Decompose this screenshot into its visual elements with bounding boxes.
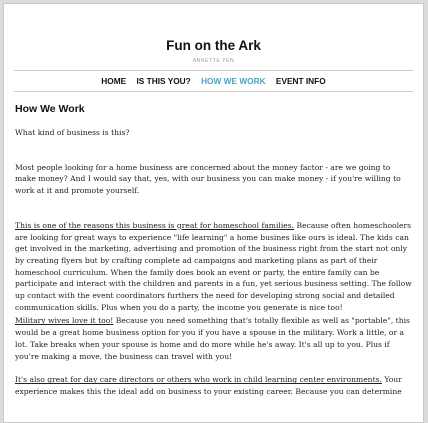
nav-is-this-you[interactable]: IS THIS YOU? <box>136 76 191 86</box>
site-subtitle: ANNETTE YEN <box>192 58 235 64</box>
nav-how-we-work[interactable]: HOW WE WORK <box>201 76 266 86</box>
main-content <box>15 102 413 398</box>
military-link[interactable]: Military wives love it too! <box>15 316 114 326</box>
military-text: Because you need something that's totally flexible as well as "portable", this would be a great home business option for you if you have a spouse in the military. Work a little, or a lot. Take breaks when your spouse is home and do more while he's away. It's all up to you. Plus if you're making a move, the business can travel with you! <box>15 316 410 361</box>
homeschool-link[interactable]: This is one of the reasons this business is great for homeschool families. <box>15 220 295 230</box>
site-title: Fun on the Ark <box>166 38 261 53</box>
main-nav <box>4 76 423 86</box>
paragraph-money: Most people looking for a home business are concerned about the money factor - are we going to make money? And I would say that, yes, with our business you can make money - if you're willing to work at it and promote yourself. <box>15 162 401 196</box>
paragraph-military <box>15 315 413 362</box>
nav-home[interactable]: HOME <box>101 76 127 86</box>
nav-divider <box>14 91 413 92</box>
homeschool-text: Because often homeschoolers are looking for great ways to experience "life learning" a home busines like ours is ideal. The kids can get involved in the marketing, advertising and promotion of the business right from the start not only by creating flyers but by crafting complete ad campaigns and marketing plans as part of their homeschool curriculum. When the family does book an event or party, the entire family can be participate and interact with the children and parents in a fun, yet serious business setting. The follow up contact with the event coordinators furthers the need for developing strong social and detailed communication skills. Plus when you do a party, the income you generate is nice too! <box>15 220 412 312</box>
nav-event-info[interactable]: EVENT INFO <box>275 76 326 86</box>
paragraph-daycare <box>15 374 413 397</box>
paragraph-homeschool <box>15 220 413 314</box>
daycare-text: Your experience makes this the ideal add on business to your existing career. Because you can determine <box>15 375 402 396</box>
page <box>3 3 424 423</box>
intro-question: What kind of business is this? <box>15 128 130 137</box>
daycare-link[interactable]: It's also great for day care directors or others who work in child learning center environments. <box>15 375 382 385</box>
header-divider <box>14 70 413 71</box>
page-heading: How We Work <box>15 103 85 115</box>
